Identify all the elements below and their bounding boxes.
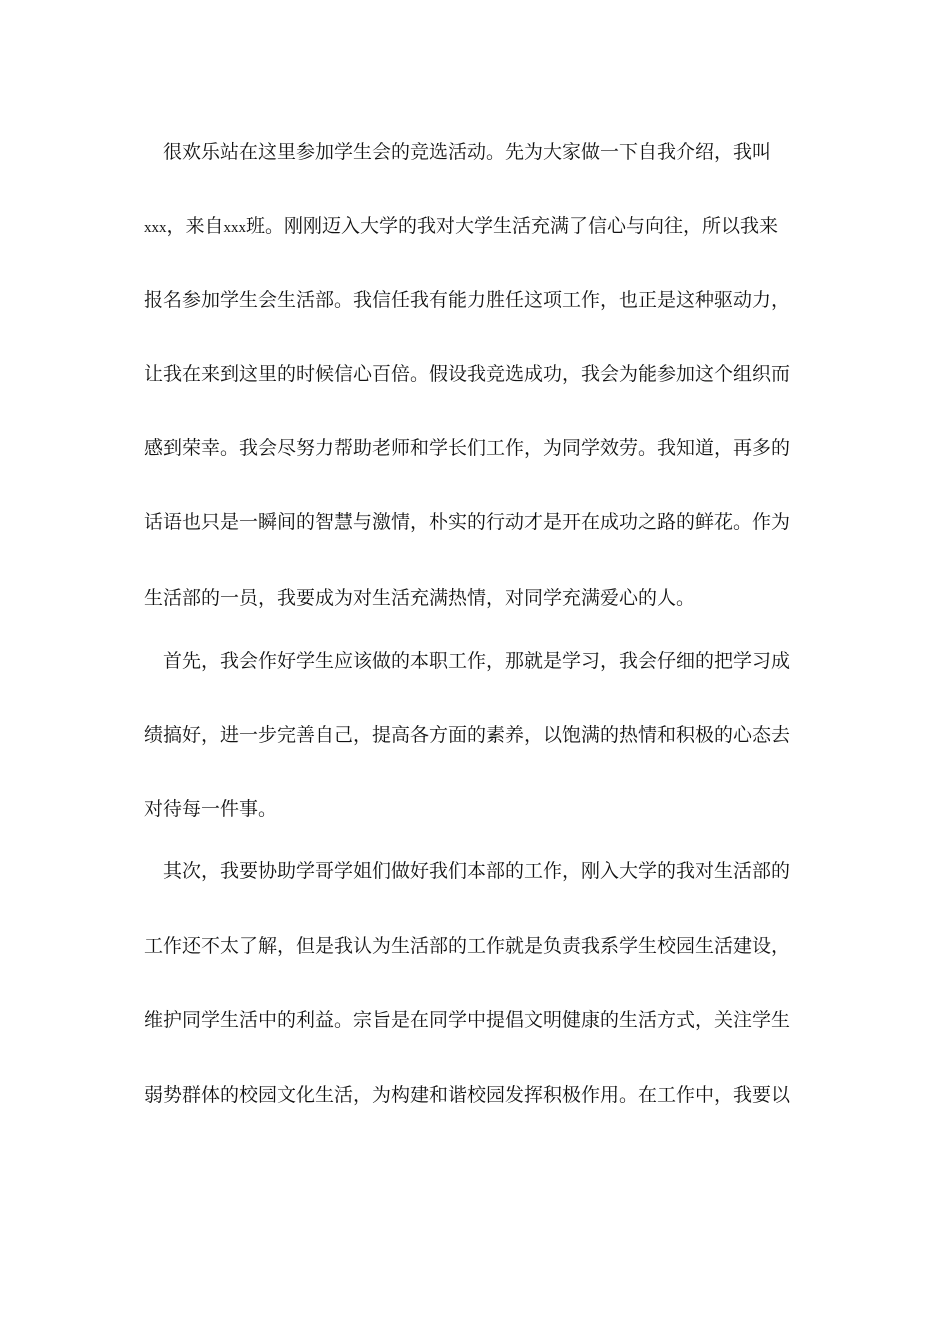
paragraph-1-line-3: 报名参加学生会生活部。我信任我有能力胜任这项工作，也正是这种驱动力， (144, 289, 791, 311)
paragraph-3-line-1: 其次，我要协助学哥学姐们做好我们本部的工作，刚入大学的我对生活部的 (163, 860, 791, 882)
paragraph-1-line-1: 很欢乐站在这里参加学生会的竞选活动。先为大家做一下自我介绍，我叫 (163, 141, 772, 163)
paragraph-1-line-4: 让我在来到这里的时候信心百倍。假设我竞选成功，我会为能参加这个组织而 (144, 363, 791, 385)
class-placeholder: xxx (223, 220, 247, 236)
name-placeholder: xxx (144, 220, 167, 236)
paragraph-2-line-1: 首先，我会作好学生应该做的本职工作，那就是学习，我会仔细的把学习成 (163, 650, 791, 672)
from-text: ，来自 (166, 215, 224, 237)
paragraph-1-line-7: 生活部的一员，我要成为对生活充满热情，对同学充满爱心的人。 (144, 587, 696, 609)
paragraph-3-line-3: 维护同学生活中的利益。宗旨是在同学中提倡文明健康的生活方式，关注学生 (144, 1009, 791, 1031)
paragraph-3-line-2: 工作还不太了解，但是我认为生活部的工作就是负责我系学生校园生活建设， (144, 935, 791, 957)
paragraph-2-line-3: 对待每一件事。 (144, 798, 278, 820)
paragraph-2-line-2: 绩搞好，进一步完善自己，提高各方面的素养，以饱满的热情和积极的心态去 (144, 724, 791, 746)
paragraph-1-line-6: 话语也只是一瞬间的智慧与激情，朴实的行动才是开在成功之路的鲜花。作为 (144, 511, 791, 533)
paragraph-3-line-4: 弱势群体的校园文化生活，为构建和谐校园发挥积极作用。在工作中，我要以 (144, 1084, 791, 1106)
paragraph-1-line-2 (144, 211, 824, 241)
paragraph-1-line-5: 感到荣幸。我会尽努力帮助老师和学长们工作，为同学效劳。我知道，再多的 (144, 437, 791, 459)
line-2-rest: 班。刚刚迈入大学的我对大学生活充满了信心与向往，所以我来 (246, 215, 779, 237)
